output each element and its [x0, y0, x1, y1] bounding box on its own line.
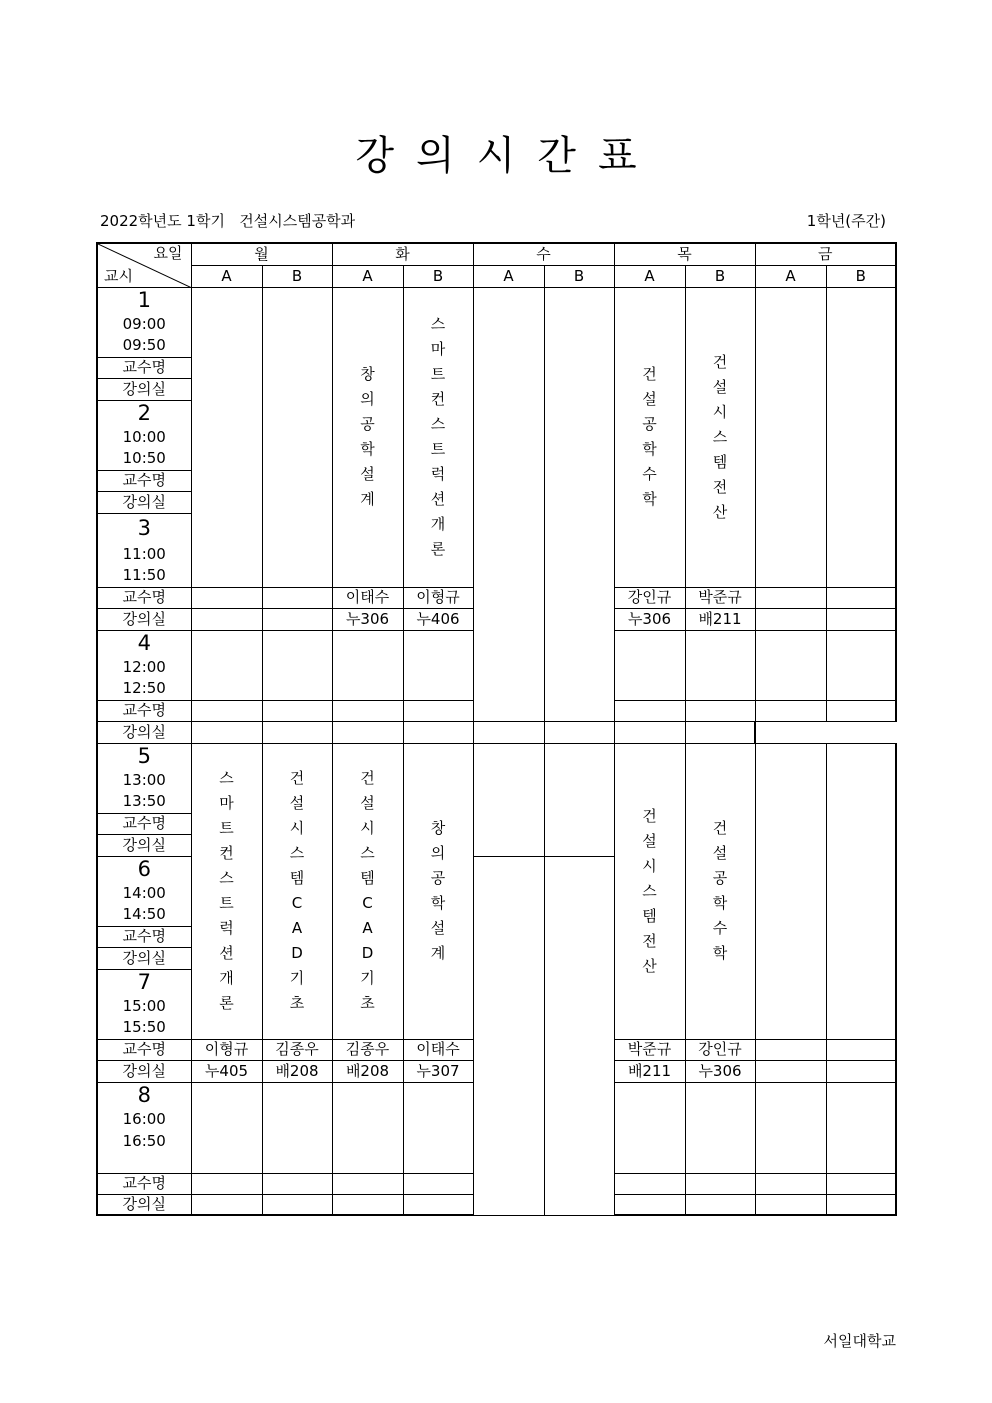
room-label: 강의실	[97, 378, 191, 400]
room-label: 강의실	[97, 1194, 191, 1215]
section-header: A	[191, 265, 262, 287]
university-name: 서일대학교	[823, 1332, 896, 1350]
section-header: B	[262, 265, 332, 287]
empty-cell	[755, 1173, 826, 1194]
room-label: 강의실	[97, 1060, 191, 1082]
period-start-time: 13:00	[97, 769, 191, 791]
empty-cell	[473, 287, 544, 721]
empty-cell	[685, 721, 755, 743]
empty-cell	[544, 856, 614, 1215]
section-header: A	[332, 265, 403, 287]
professor-name: 강인규	[614, 587, 685, 608]
period-number: 5	[97, 743, 191, 769]
room-label: 강의실	[97, 947, 191, 969]
empty-cell	[755, 1039, 826, 1060]
course-cell	[191, 743, 262, 1039]
empty-cell	[332, 700, 403, 721]
empty-cell	[262, 608, 332, 630]
empty-cell	[332, 630, 403, 700]
corner-period-label: 교시	[104, 266, 133, 285]
empty-cell	[755, 743, 826, 1039]
empty-cell	[403, 1194, 473, 1215]
section-header: B	[544, 265, 614, 287]
empty-cell	[826, 287, 896, 587]
period-end-time: 16:50	[97, 1130, 191, 1152]
course-name: 창의공학설계	[360, 365, 375, 508]
course-cell	[403, 287, 473, 587]
empty-cell	[685, 1082, 755, 1173]
course-name: 스마트컨스트럭션개론	[430, 315, 446, 558]
period-end-time: 14:50	[97, 904, 191, 926]
room-number: 누307	[403, 1060, 473, 1082]
course-cell	[332, 743, 403, 1039]
period-end-time: 09:50	[97, 335, 191, 357]
empty-cell	[403, 700, 473, 721]
course-name: 건설시스템CAD기초	[360, 769, 375, 1012]
corner-header	[97, 243, 191, 287]
empty-cell	[685, 630, 755, 700]
course-name: 스마트컨스트럭션개론	[219, 769, 234, 1012]
semester-department: 2022학년도 1학기 건설시스템공학과	[100, 212, 356, 230]
empty-cell	[826, 1082, 896, 1173]
empty-cell	[826, 1194, 896, 1215]
spacer-cell	[97, 1152, 191, 1173]
day-header: 금	[755, 243, 896, 265]
course-cell	[403, 743, 473, 1039]
empty-cell	[826, 1173, 896, 1194]
room-number: 배208	[332, 1060, 403, 1082]
empty-cell	[826, 1039, 896, 1060]
empty-cell	[262, 721, 332, 743]
empty-cell	[544, 743, 614, 856]
professor-label: 교수명	[97, 470, 191, 491]
course-cell	[614, 743, 685, 1039]
empty-cell	[403, 721, 473, 743]
empty-cell	[826, 587, 896, 608]
course-cell	[685, 287, 755, 587]
empty-cell	[332, 1194, 403, 1215]
day-header: 목	[614, 243, 755, 265]
professor-label: 교수명	[97, 587, 191, 608]
day-header: 수	[473, 243, 614, 265]
room-number: 배211	[685, 608, 755, 630]
room-label: 강의실	[97, 834, 191, 856]
empty-cell	[332, 1082, 403, 1173]
room-number: 누406	[403, 608, 473, 630]
empty-cell	[191, 721, 262, 743]
period-end-time: 15:50	[97, 1017, 191, 1039]
day-header: 월	[191, 243, 332, 265]
course-cell	[685, 743, 755, 1039]
room-number: 누306	[614, 608, 685, 630]
period-end-time: 12:50	[97, 678, 191, 700]
empty-cell	[191, 608, 262, 630]
period-start-time: 09:00	[97, 313, 191, 335]
empty-cell	[614, 1194, 685, 1215]
period-number: 8	[97, 1082, 191, 1108]
empty-cell	[473, 856, 544, 1215]
room-label: 강의실	[97, 491, 191, 513]
period-start-time: 15:00	[97, 995, 191, 1017]
period-end-time: 11:50	[97, 565, 191, 587]
empty-cell	[262, 1173, 332, 1194]
empty-cell	[826, 700, 896, 721]
empty-cell	[755, 587, 826, 608]
room-number: 누306	[332, 608, 403, 630]
empty-cell	[755, 1194, 826, 1215]
empty-cell	[685, 1194, 755, 1215]
empty-cell	[262, 587, 332, 608]
professor-label: 교수명	[97, 700, 191, 721]
empty-cell	[262, 1194, 332, 1215]
empty-cell	[403, 1082, 473, 1173]
professor-label: 교수명	[97, 926, 191, 947]
empty-cell	[473, 743, 544, 856]
professor-label: 교수명	[97, 357, 191, 378]
empty-cell	[614, 630, 685, 700]
empty-cell	[826, 1060, 896, 1082]
empty-cell	[191, 587, 262, 608]
empty-cell	[755, 1082, 826, 1173]
empty-cell	[262, 630, 332, 700]
professor-name: 이형규	[403, 587, 473, 608]
timetable	[96, 242, 897, 1216]
course-cell	[332, 287, 403, 587]
course-name: 창의공학설계	[430, 819, 446, 962]
empty-cell	[685, 1173, 755, 1194]
empty-cell	[403, 630, 473, 700]
section-header: A	[614, 265, 685, 287]
room-label: 강의실	[97, 608, 191, 630]
section-header: A	[755, 265, 826, 287]
empty-cell	[191, 287, 262, 587]
empty-cell	[826, 743, 896, 1039]
course-name: 건설시스템전산	[712, 352, 728, 521]
empty-cell	[544, 287, 614, 721]
course-cell	[262, 743, 332, 1039]
period-end-time: 10:50	[97, 448, 191, 470]
section-header: B	[403, 265, 473, 287]
professor-name: 김종우	[332, 1039, 403, 1060]
period-start-time: 14:00	[97, 882, 191, 904]
empty-cell	[191, 1173, 262, 1194]
course-name: 건설시스템CAD기초	[289, 769, 305, 1012]
empty-cell	[614, 721, 685, 743]
professor-label: 교수명	[97, 813, 191, 834]
period-number: 1	[97, 287, 191, 313]
professor-name: 김종우	[262, 1039, 332, 1060]
professor-label: 교수명	[97, 1039, 191, 1060]
empty-cell	[403, 1173, 473, 1194]
course-name: 건설시스템전산	[642, 806, 657, 975]
empty-cell	[262, 1082, 332, 1173]
empty-cell	[685, 700, 755, 721]
room-number: 누306	[685, 1060, 755, 1082]
empty-cell	[332, 721, 403, 743]
course-cell	[614, 287, 685, 587]
course-name: 건설공학수학	[712, 819, 728, 962]
professor-name: 이형규	[191, 1039, 262, 1060]
period-number: 4	[97, 630, 191, 656]
course-name: 건설공학수학	[642, 365, 657, 508]
period-start-time: 16:00	[97, 1108, 191, 1130]
empty-cell	[544, 721, 614, 743]
period-number: 3	[97, 513, 191, 543]
page-title: 강의시간표	[355, 133, 659, 179]
section-header: A	[473, 265, 544, 287]
empty-cell	[191, 630, 262, 700]
empty-cell	[755, 1060, 826, 1082]
room-number: 누405	[191, 1060, 262, 1082]
room-label: 강의실	[97, 721, 191, 743]
empty-cell	[614, 1082, 685, 1173]
section-header: B	[826, 265, 896, 287]
period-end-time: 13:50	[97, 791, 191, 813]
professor-name: 이태수	[332, 587, 403, 608]
empty-cell	[755, 608, 826, 630]
period-number: 7	[97, 969, 191, 995]
empty-cell	[826, 608, 896, 630]
room-number: 배208	[262, 1060, 332, 1082]
empty-cell	[614, 700, 685, 721]
period-number: 2	[97, 400, 191, 426]
professor-name: 이태수	[403, 1039, 473, 1060]
empty-cell	[473, 721, 544, 743]
professor-name: 박준규	[685, 587, 755, 608]
empty-cell	[755, 700, 826, 721]
period-number: 6	[97, 856, 191, 882]
empty-cell	[755, 630, 826, 700]
professor-name: 박준규	[614, 1039, 685, 1060]
empty-cell	[262, 700, 332, 721]
period-start-time: 11:00	[97, 543, 191, 565]
empty-cell	[191, 700, 262, 721]
grade-info: 1학년(주간)	[806, 212, 886, 230]
empty-cell	[191, 1194, 262, 1215]
empty-cell	[262, 287, 332, 587]
empty-cell	[332, 1173, 403, 1194]
professor-name: 강인규	[685, 1039, 755, 1060]
day-header: 화	[332, 243, 473, 265]
empty-cell	[826, 630, 896, 700]
empty-cell	[614, 1173, 685, 1194]
corner-day-label: 요일	[153, 244, 183, 262]
period-start-time: 10:00	[97, 426, 191, 448]
period-start-time: 12:00	[97, 656, 191, 678]
room-number: 배211	[614, 1060, 685, 1082]
empty-cell	[191, 1082, 262, 1173]
section-header: B	[685, 265, 755, 287]
empty-cell	[755, 287, 826, 587]
professor-label: 교수명	[97, 1173, 191, 1194]
